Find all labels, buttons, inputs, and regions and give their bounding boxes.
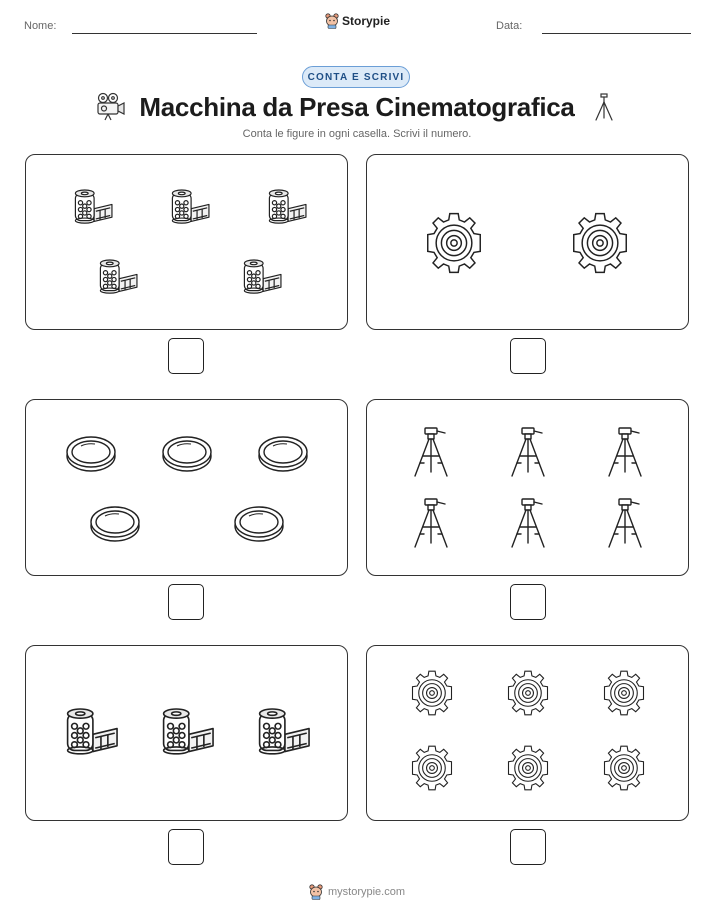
count-panel-6 [366,645,689,821]
panel-2-items [367,155,690,331]
gear-icon [413,671,452,715]
gear-icon [428,214,481,273]
name-label: Nome: [24,20,57,32]
lens-icon [67,437,115,471]
tripod-icon [512,428,544,476]
film-reel-icon [244,260,281,293]
footer-site: mystorypie.com [328,886,406,898]
film-reel-icon [260,709,309,754]
answer-box-2[interactable] [510,338,546,374]
tripod-icon [609,499,641,547]
instructions: Conta le figure in ogni casella. Scrivi il numero. [242,128,472,140]
gear-icon [605,746,644,790]
count-panel-1 [25,154,348,330]
date-line[interactable] [542,33,691,34]
film-reel-icon [68,709,117,754]
gear-icon [605,671,644,715]
panel-1-items [26,155,349,331]
gear-icon [509,746,548,790]
tripod-icon [592,92,616,122]
lens-icon [163,437,211,471]
brand-name: Storypie [342,14,391,28]
storypie-logo-icon [325,13,339,29]
film-reel-icon [75,190,112,223]
count-panel-2 [366,154,689,330]
answer-box-4[interactable] [510,584,546,620]
page-title: Macchina da Presa Cinematografica [139,92,575,122]
gear-icon [574,214,627,273]
tripod-icon [512,499,544,547]
answer-box-3[interactable] [168,584,204,620]
answer-box-5[interactable] [168,829,204,865]
film-reel-icon [100,260,137,293]
name-line[interactable] [72,33,257,34]
film-reel-icon [164,709,213,754]
lens-icon [235,507,283,541]
film-reel-icon [269,190,306,223]
tripod-icon [609,428,641,476]
gear-icon [509,671,548,715]
tripod-icon [415,428,447,476]
count-panel-5 [25,645,348,821]
storypie-footer-logo-icon [308,884,324,900]
answer-box-1[interactable] [168,338,204,374]
gear-icon [413,746,452,790]
panel-3-items [26,400,349,577]
panel-5-items [26,646,349,822]
panel-6-items [367,646,690,822]
lens-icon [91,507,139,541]
footer [308,884,405,900]
count-panel-4 [366,399,689,576]
brand [325,13,390,29]
count-panel-3 [25,399,348,576]
film-reel-icon [172,190,209,223]
activity-badge: CONTA E SCRIVI [302,66,410,88]
panel-4-items [367,400,690,577]
answer-box-6[interactable] [510,829,546,865]
tripod-icon [415,499,447,547]
lens-icon [259,437,307,471]
date-label: Data: [496,20,523,32]
